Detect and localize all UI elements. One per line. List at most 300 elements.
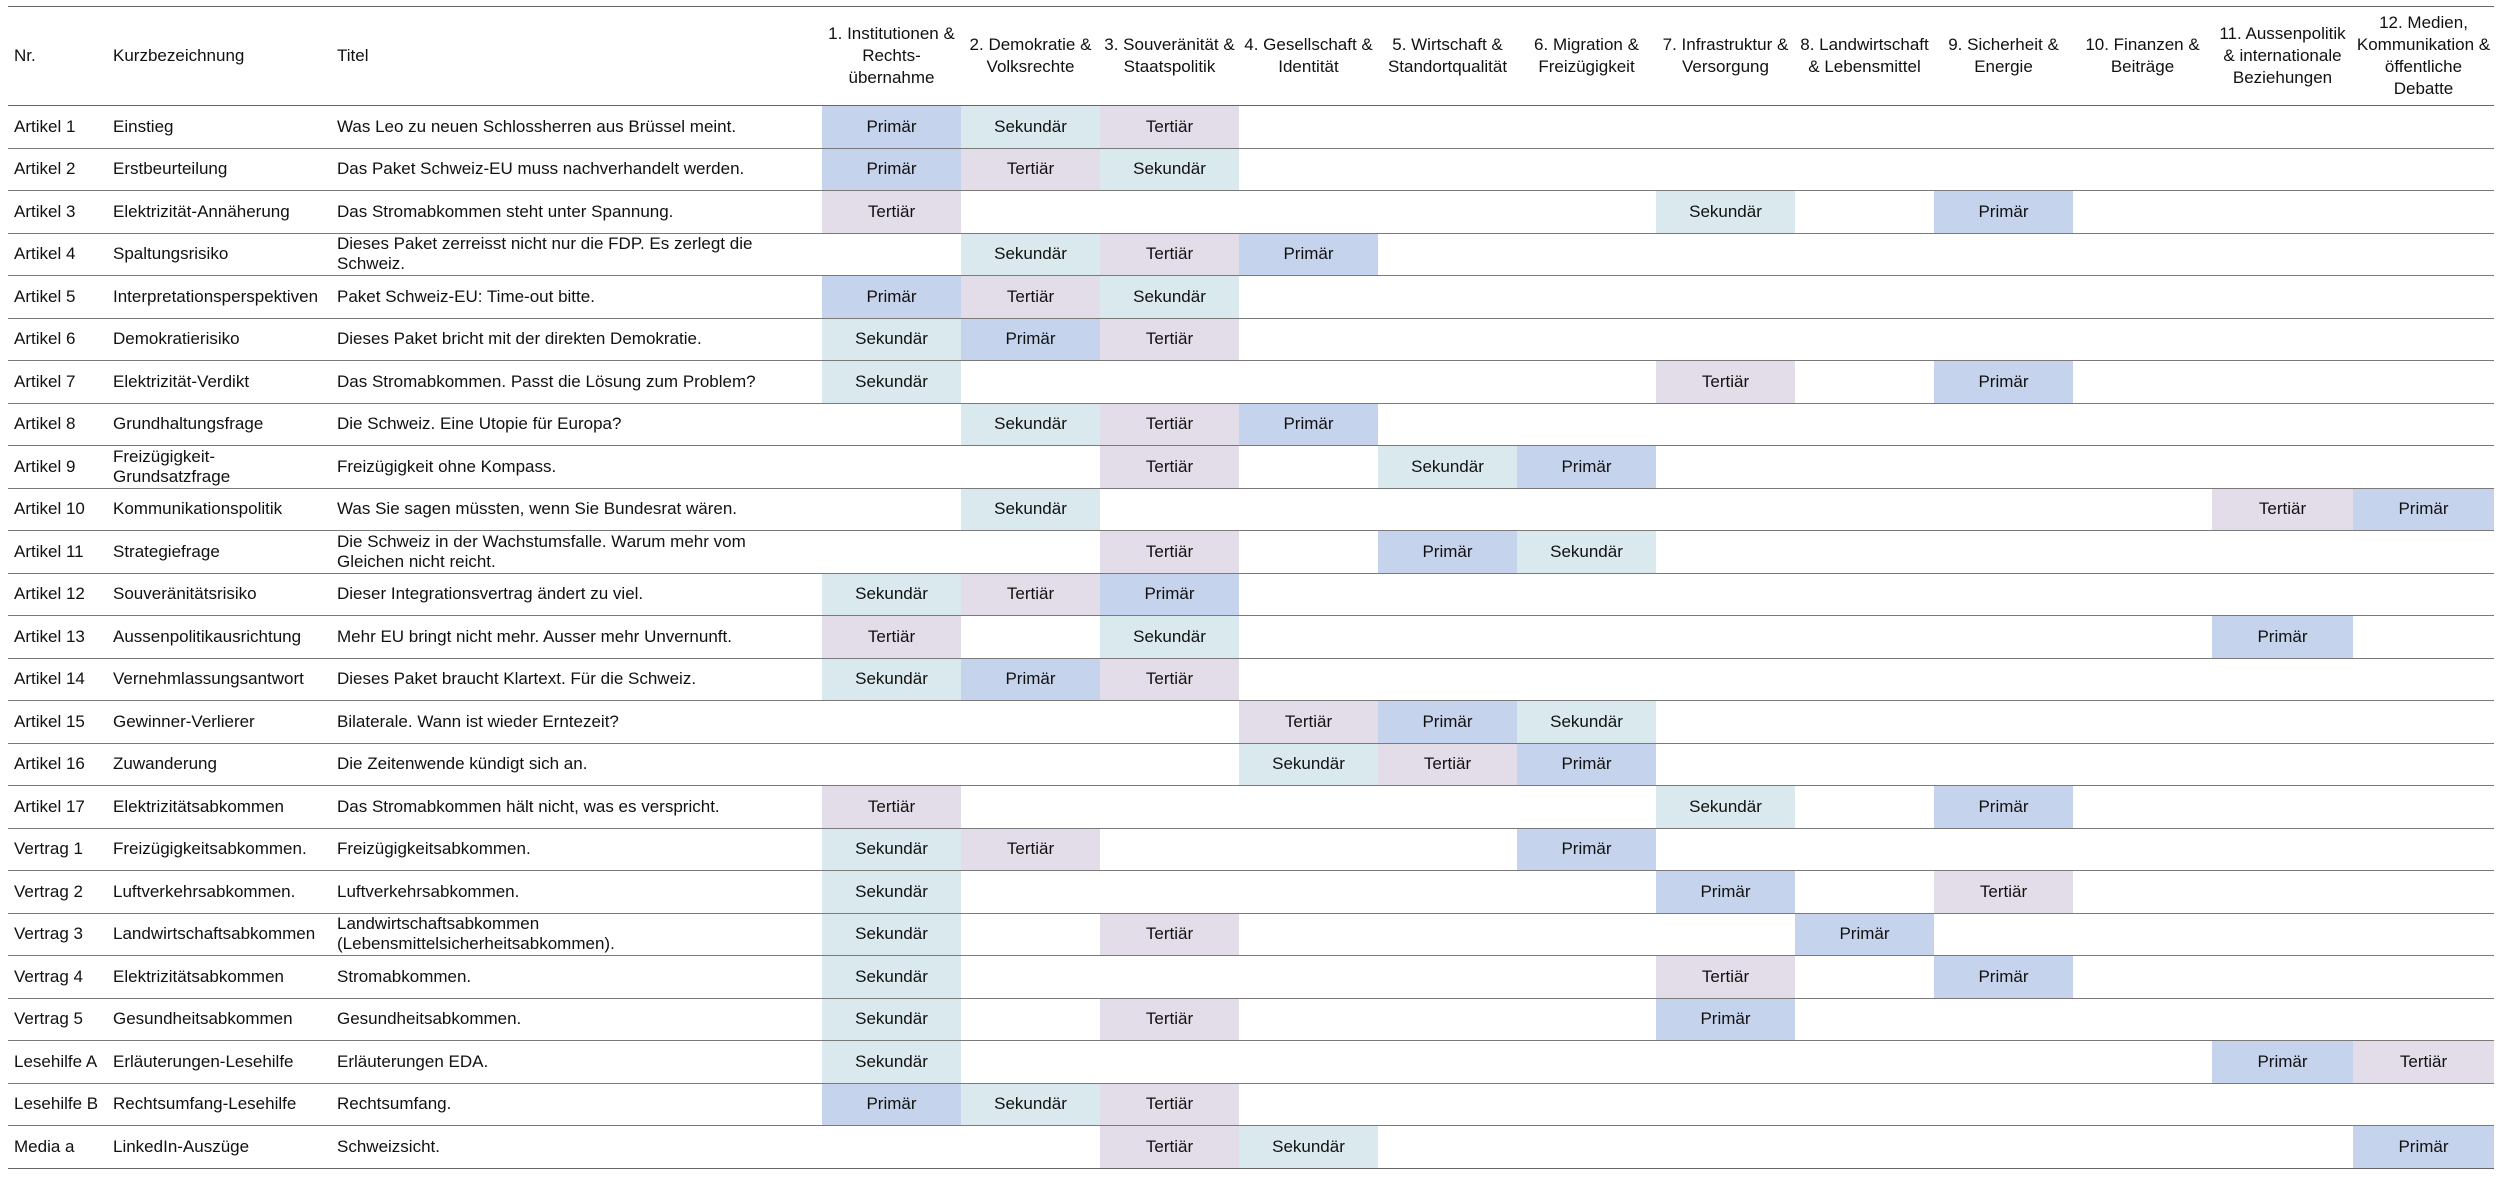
row-titel: Was Sie sagen müssten, wenn Sie Bundesrat wären.	[331, 488, 822, 531]
empty-cell	[1656, 233, 1795, 276]
empty-cell	[1934, 276, 2073, 319]
empty-cell	[1239, 871, 1378, 914]
empty-cell	[1656, 1041, 1795, 1084]
empty-cell	[1934, 148, 2073, 191]
table-row	[8, 191, 2494, 234]
row-nr: Vertrag 2	[8, 871, 107, 914]
row-kurzbezeichnung: Aussenpolitikausrichtung	[107, 616, 331, 659]
empty-cell	[2212, 318, 2353, 361]
row-titel: Dieses Paket bricht mit der direkten Demokratie.	[331, 318, 822, 361]
empty-cell	[1239, 191, 1378, 234]
row-kurzbezeichnung: Einstieg	[107, 106, 331, 149]
row-titel: Mehr EU bringt nicht mehr. Ausser mehr Unvernunft.	[331, 616, 822, 659]
rating-cell-primaer: Primär	[822, 148, 961, 191]
rating-cell-sekundaer: Sekundär	[822, 828, 961, 871]
row-titel: Freizügigkeit ohne Kompass.	[331, 446, 822, 489]
rating-cell-sekundaer: Sekundär	[822, 361, 961, 404]
empty-cell	[1795, 1126, 1934, 1169]
row-kurzbezeichnung: Gewinner-Verlierer	[107, 701, 331, 744]
empty-cell	[822, 488, 961, 531]
empty-cell	[1795, 1083, 1934, 1126]
empty-cell	[2073, 913, 2212, 956]
row-kurzbezeichnung: Landwirtschaftsabkommen	[107, 913, 331, 956]
empty-cell	[1795, 361, 1934, 404]
empty-cell	[1378, 913, 1517, 956]
empty-cell	[1239, 998, 1378, 1041]
table-row	[8, 318, 2494, 361]
row-nr: Artikel 8	[8, 403, 107, 446]
empty-cell	[2212, 276, 2353, 319]
table-row	[8, 786, 2494, 829]
empty-cell	[1795, 1041, 1934, 1084]
empty-cell	[2353, 616, 2494, 659]
row-titel: Luftverkehrsabkommen.	[331, 871, 822, 914]
empty-cell	[1517, 913, 1656, 956]
empty-cell	[1239, 318, 1378, 361]
empty-cell	[822, 1126, 961, 1169]
table-row	[8, 1083, 2494, 1126]
empty-cell	[1378, 191, 1517, 234]
row-nr: Lesehilfe B	[8, 1083, 107, 1126]
row-nr: Artikel 6	[8, 318, 107, 361]
row-nr: Lesehilfe A	[8, 1041, 107, 1084]
row-kurzbezeichnung: Spaltungsrisiko	[107, 233, 331, 276]
rating-cell-tertiaer: Tertiär	[961, 276, 1100, 319]
table-row	[8, 276, 2494, 319]
empty-cell	[1517, 573, 1656, 616]
rating-cell-sekundaer: Sekundär	[1239, 1126, 1378, 1169]
rating-cell-primaer: Primär	[2212, 616, 2353, 659]
empty-cell	[2073, 871, 2212, 914]
empty-cell	[1795, 106, 1934, 149]
row-nr: Artikel 4	[8, 233, 107, 276]
empty-cell	[1378, 403, 1517, 446]
empty-cell	[2353, 956, 2494, 999]
empty-cell	[1378, 616, 1517, 659]
rating-cell-tertiaer: Tertiär	[1100, 658, 1239, 701]
rating-cell-tertiaer: Tertiär	[822, 191, 961, 234]
table-row	[8, 701, 2494, 744]
rating-cell-sekundaer: Sekundär	[822, 1041, 961, 1084]
empty-cell	[1517, 191, 1656, 234]
empty-cell	[1795, 743, 1934, 786]
empty-cell	[961, 1041, 1100, 1084]
empty-cell	[2353, 913, 2494, 956]
rating-cell-tertiaer: Tertiär	[961, 828, 1100, 871]
empty-cell	[1795, 573, 1934, 616]
empty-cell	[1378, 1083, 1517, 1126]
rating-cell-tertiaer: Tertiär	[1100, 403, 1239, 446]
empty-cell	[961, 531, 1100, 574]
empty-cell	[2073, 488, 2212, 531]
row-nr: Artikel 7	[8, 361, 107, 404]
empty-cell	[2073, 361, 2212, 404]
empty-cell	[2353, 573, 2494, 616]
empty-cell	[2073, 148, 2212, 191]
header-category-1: 1. Institutionen & Rechts-übernahme	[822, 7, 961, 106]
empty-cell	[1517, 786, 1656, 829]
empty-cell	[1795, 446, 1934, 489]
empty-cell	[2353, 531, 2494, 574]
empty-cell	[1795, 488, 1934, 531]
rating-cell-primaer: Primär	[1239, 233, 1378, 276]
rating-cell-sekundaer: Sekundär	[961, 403, 1100, 446]
empty-cell	[2073, 658, 2212, 701]
rating-cell-sekundaer: Sekundär	[1239, 743, 1378, 786]
empty-cell	[1795, 191, 1934, 234]
empty-cell	[2212, 191, 2353, 234]
header-category-8: 8. Landwirtschaft & Lebensmittel	[1795, 7, 1934, 106]
empty-cell	[961, 786, 1100, 829]
rating-cell-sekundaer: Sekundär	[1100, 616, 1239, 659]
empty-cell	[1656, 616, 1795, 659]
row-kurzbezeichnung: Elektrizität-Verdikt	[107, 361, 331, 404]
empty-cell	[2353, 318, 2494, 361]
rating-cell-primaer: Primär	[2212, 1041, 2353, 1084]
empty-cell	[2073, 956, 2212, 999]
header-row	[8, 7, 2494, 106]
empty-cell	[1517, 956, 1656, 999]
row-nr: Artikel 13	[8, 616, 107, 659]
row-titel: Paket Schweiz-EU: Time-out bitte.	[331, 276, 822, 319]
empty-cell	[961, 191, 1100, 234]
row-titel: Dieses Paket zerreisst nicht nur die FDP. Es zerlegt die Schweiz.	[331, 233, 822, 276]
rating-cell-primaer: Primär	[1378, 531, 1517, 574]
empty-cell	[2073, 701, 2212, 744]
empty-cell	[822, 701, 961, 744]
row-titel: Die Schweiz. Eine Utopie für Europa?	[331, 403, 822, 446]
rating-cell-sekundaer: Sekundär	[822, 871, 961, 914]
empty-cell	[1656, 743, 1795, 786]
table-row	[8, 658, 2494, 701]
empty-cell	[2073, 1083, 2212, 1126]
empty-cell	[1934, 616, 2073, 659]
empty-cell	[1100, 1041, 1239, 1084]
row-titel: Stromabkommen.	[331, 956, 822, 999]
empty-cell	[1656, 403, 1795, 446]
empty-cell	[1934, 1041, 2073, 1084]
row-nr: Vertrag 1	[8, 828, 107, 871]
row-titel: Das Stromabkommen. Passt die Lösung zum Problem?	[331, 361, 822, 404]
empty-cell	[1517, 233, 1656, 276]
empty-cell	[1378, 786, 1517, 829]
rating-cell-primaer: Primär	[1239, 403, 1378, 446]
empty-cell	[1100, 786, 1239, 829]
table-row	[8, 531, 2494, 574]
table-row	[8, 488, 2494, 531]
rating-cell-sekundaer: Sekundär	[1517, 701, 1656, 744]
table-row	[8, 233, 2494, 276]
empty-cell	[1517, 148, 1656, 191]
empty-cell	[2353, 998, 2494, 1041]
rating-cell-sekundaer: Sekundär	[1378, 446, 1517, 489]
empty-cell	[1934, 658, 2073, 701]
table-row	[8, 403, 2494, 446]
row-titel: Gesundheitsabkommen.	[331, 998, 822, 1041]
empty-cell	[1517, 871, 1656, 914]
table-row	[8, 828, 2494, 871]
table-row	[8, 1126, 2494, 1169]
rating-cell-primaer: Primär	[2353, 1126, 2494, 1169]
table-body	[8, 106, 2494, 1169]
empty-cell	[2212, 233, 2353, 276]
empty-cell	[2353, 106, 2494, 149]
row-kurzbezeichnung: Elektrizitätsabkommen	[107, 786, 331, 829]
rating-cell-tertiaer: Tertiär	[822, 616, 961, 659]
empty-cell	[1656, 148, 1795, 191]
rating-cell-primaer: Primär	[1656, 998, 1795, 1041]
empty-cell	[1795, 786, 1934, 829]
empty-cell	[822, 446, 961, 489]
header-category-4: 4. Gesellschaft & Identität	[1239, 7, 1378, 106]
empty-cell	[1378, 658, 1517, 701]
row-nr: Media a	[8, 1126, 107, 1169]
rating-cell-primaer: Primär	[1378, 701, 1517, 744]
rating-cell-tertiaer: Tertiär	[1100, 233, 1239, 276]
row-nr: Artikel 1	[8, 106, 107, 149]
table-row	[8, 956, 2494, 999]
empty-cell	[1100, 871, 1239, 914]
empty-cell	[1795, 276, 1934, 319]
empty-cell	[961, 998, 1100, 1041]
header-titel: Titel	[331, 7, 822, 106]
rating-cell-sekundaer: Sekundär	[822, 318, 961, 361]
rating-cell-tertiaer: Tertiär	[961, 573, 1100, 616]
rating-cell-tertiaer: Tertiär	[1656, 956, 1795, 999]
empty-cell	[2073, 616, 2212, 659]
row-titel: Die Zeitenwende kündigt sich an.	[331, 743, 822, 786]
empty-cell	[1934, 998, 2073, 1041]
rating-cell-primaer: Primär	[961, 318, 1100, 361]
table-row	[8, 148, 2494, 191]
empty-cell	[2353, 871, 2494, 914]
empty-cell	[1239, 1083, 1378, 1126]
empty-cell	[1378, 233, 1517, 276]
row-nr: Vertrag 4	[8, 956, 107, 999]
empty-cell	[1656, 531, 1795, 574]
row-titel: Rechtsumfang.	[331, 1083, 822, 1126]
row-nr: Artikel 11	[8, 531, 107, 574]
empty-cell	[1517, 1041, 1656, 1084]
classification-table	[8, 6, 2494, 1169]
empty-cell	[1656, 573, 1795, 616]
empty-cell	[1100, 743, 1239, 786]
empty-cell	[961, 956, 1100, 999]
row-titel: Landwirtschaftsabkommen (Lebensmittelsicherheitsabkommen).	[331, 913, 822, 956]
row-kurzbezeichnung: Erläuterungen-Lesehilfe	[107, 1041, 331, 1084]
empty-cell	[1239, 913, 1378, 956]
rating-cell-tertiaer: Tertiär	[1100, 446, 1239, 489]
empty-cell	[1517, 488, 1656, 531]
empty-cell	[1378, 361, 1517, 404]
rating-cell-tertiaer: Tertiär	[1100, 1126, 1239, 1169]
row-titel: Dieses Paket braucht Klartext. Für die Schweiz.	[331, 658, 822, 701]
empty-cell	[1517, 1126, 1656, 1169]
header-category-10: 10. Finanzen & Beiträge	[2073, 7, 2212, 106]
empty-cell	[2353, 658, 2494, 701]
rating-cell-tertiaer: Tertiär	[1100, 913, 1239, 956]
row-kurzbezeichnung: Vernehmlassungsantwort	[107, 658, 331, 701]
row-nr: Artikel 14	[8, 658, 107, 701]
empty-cell	[2212, 658, 2353, 701]
empty-cell	[2073, 191, 2212, 234]
empty-cell	[1378, 318, 1517, 361]
empty-cell	[1656, 106, 1795, 149]
empty-cell	[2073, 1126, 2212, 1169]
header-category-7: 7. Infrastruktur & Versorgung	[1656, 7, 1795, 106]
empty-cell	[1517, 998, 1656, 1041]
rating-cell-primaer: Primär	[1517, 446, 1656, 489]
rating-cell-sekundaer: Sekundär	[1656, 191, 1795, 234]
empty-cell	[1656, 658, 1795, 701]
rating-cell-primaer: Primär	[1934, 956, 2073, 999]
empty-cell	[1934, 701, 2073, 744]
empty-cell	[2353, 361, 2494, 404]
empty-cell	[2212, 573, 2353, 616]
row-kurzbezeichnung: Gesundheitsabkommen	[107, 998, 331, 1041]
rating-cell-tertiaer: Tertiär	[1100, 318, 1239, 361]
row-nr: Vertrag 3	[8, 913, 107, 956]
empty-cell	[1378, 148, 1517, 191]
empty-cell	[961, 616, 1100, 659]
table-row	[8, 913, 2494, 956]
rating-cell-sekundaer: Sekundär	[1656, 786, 1795, 829]
row-titel: Die Schweiz in der Wachstumsfalle. Warum mehr vom Gleichen nicht reicht.	[331, 531, 822, 574]
empty-cell	[2353, 276, 2494, 319]
row-kurzbezeichnung: Freizügigkeitsabkommen.	[107, 828, 331, 871]
empty-cell	[2353, 828, 2494, 871]
empty-cell	[1795, 658, 1934, 701]
empty-cell	[2212, 828, 2353, 871]
rating-cell-tertiaer: Tertiär	[2212, 488, 2353, 531]
header-category-6: 6. Migration & Freizügigkeit	[1517, 7, 1656, 106]
empty-cell	[1795, 148, 1934, 191]
row-titel: Freizügigkeitsabkommen.	[331, 828, 822, 871]
rating-cell-sekundaer: Sekundär	[961, 106, 1100, 149]
empty-cell	[1378, 1126, 1517, 1169]
empty-cell	[2212, 148, 2353, 191]
empty-cell	[1656, 1126, 1795, 1169]
rating-cell-tertiaer: Tertiär	[1100, 106, 1239, 149]
empty-cell	[1934, 1083, 2073, 1126]
row-kurzbezeichnung: Strategiefrage	[107, 531, 331, 574]
row-kurzbezeichnung: Freizügigkeit-Grundsatzfrage	[107, 446, 331, 489]
empty-cell	[1656, 913, 1795, 956]
rating-cell-sekundaer: Sekundär	[961, 233, 1100, 276]
empty-cell	[961, 871, 1100, 914]
empty-cell	[1378, 488, 1517, 531]
empty-cell	[2073, 403, 2212, 446]
empty-cell	[1795, 403, 1934, 446]
row-kurzbezeichnung: Interpretationsperspektiven	[107, 276, 331, 319]
empty-cell	[2353, 701, 2494, 744]
empty-cell	[1934, 106, 2073, 149]
empty-cell	[1378, 573, 1517, 616]
rating-cell-primaer: Primär	[1795, 913, 1934, 956]
empty-cell	[2353, 403, 2494, 446]
rating-cell-primaer: Primär	[1517, 743, 1656, 786]
rating-cell-sekundaer: Sekundär	[822, 998, 961, 1041]
empty-cell	[1656, 276, 1795, 319]
empty-cell	[1239, 488, 1378, 531]
empty-cell	[2073, 828, 2212, 871]
row-kurzbezeichnung: Erstbeurteilung	[107, 148, 331, 191]
empty-cell	[1795, 828, 1934, 871]
empty-cell	[2073, 998, 2212, 1041]
empty-cell	[2212, 106, 2353, 149]
empty-cell	[1239, 106, 1378, 149]
empty-cell	[1378, 1041, 1517, 1084]
empty-cell	[1934, 1126, 2073, 1169]
header-category-12: 12. Medien, Kommunikation & öffentliche Debatte	[2353, 7, 2494, 106]
row-kurzbezeichnung: Souveränitätsrisiko	[107, 573, 331, 616]
empty-cell	[1656, 1083, 1795, 1126]
empty-cell	[2212, 446, 2353, 489]
empty-cell	[1378, 871, 1517, 914]
empty-cell	[2073, 276, 2212, 319]
empty-cell	[1795, 956, 1934, 999]
empty-cell	[1795, 871, 1934, 914]
rating-cell-sekundaer: Sekundär	[961, 488, 1100, 531]
table-row	[8, 446, 2494, 489]
row-nr: Artikel 12	[8, 573, 107, 616]
rating-cell-primaer: Primär	[822, 1083, 961, 1126]
empty-cell	[1795, 998, 1934, 1041]
row-kurzbezeichnung: Elektrizität-Annäherung	[107, 191, 331, 234]
row-kurzbezeichnung: Demokratierisiko	[107, 318, 331, 361]
empty-cell	[1934, 573, 2073, 616]
rating-cell-primaer: Primär	[1656, 871, 1795, 914]
empty-cell	[2212, 786, 2353, 829]
row-nr: Artikel 9	[8, 446, 107, 489]
empty-cell	[1239, 276, 1378, 319]
empty-cell	[2212, 361, 2353, 404]
empty-cell	[1517, 318, 1656, 361]
empty-cell	[1934, 531, 2073, 574]
rating-cell-sekundaer: Sekundär	[961, 1083, 1100, 1126]
row-kurzbezeichnung: Zuwanderung	[107, 743, 331, 786]
row-nr: Artikel 5	[8, 276, 107, 319]
empty-cell	[2212, 1126, 2353, 1169]
row-nr: Artikel 3	[8, 191, 107, 234]
empty-cell	[1517, 1083, 1656, 1126]
empty-cell	[1378, 998, 1517, 1041]
empty-cell	[1934, 446, 2073, 489]
row-kurzbezeichnung: Rechtsumfang-Lesehilfe	[107, 1083, 331, 1126]
empty-cell	[1517, 361, 1656, 404]
empty-cell	[1934, 233, 2073, 276]
rating-cell-primaer: Primär	[2353, 488, 2494, 531]
empty-cell	[1239, 148, 1378, 191]
empty-cell	[1517, 616, 1656, 659]
empty-cell	[1239, 786, 1378, 829]
table-row	[8, 573, 2494, 616]
empty-cell	[1517, 403, 1656, 446]
empty-cell	[961, 446, 1100, 489]
empty-cell	[2353, 446, 2494, 489]
empty-cell	[1378, 106, 1517, 149]
empty-cell	[2212, 531, 2353, 574]
empty-cell	[1239, 616, 1378, 659]
empty-cell	[1100, 488, 1239, 531]
empty-cell	[1517, 276, 1656, 319]
empty-cell	[2073, 318, 2212, 361]
empty-cell	[1100, 701, 1239, 744]
empty-cell	[1934, 743, 2073, 786]
empty-cell	[822, 743, 961, 786]
empty-cell	[2073, 446, 2212, 489]
empty-cell	[1656, 488, 1795, 531]
